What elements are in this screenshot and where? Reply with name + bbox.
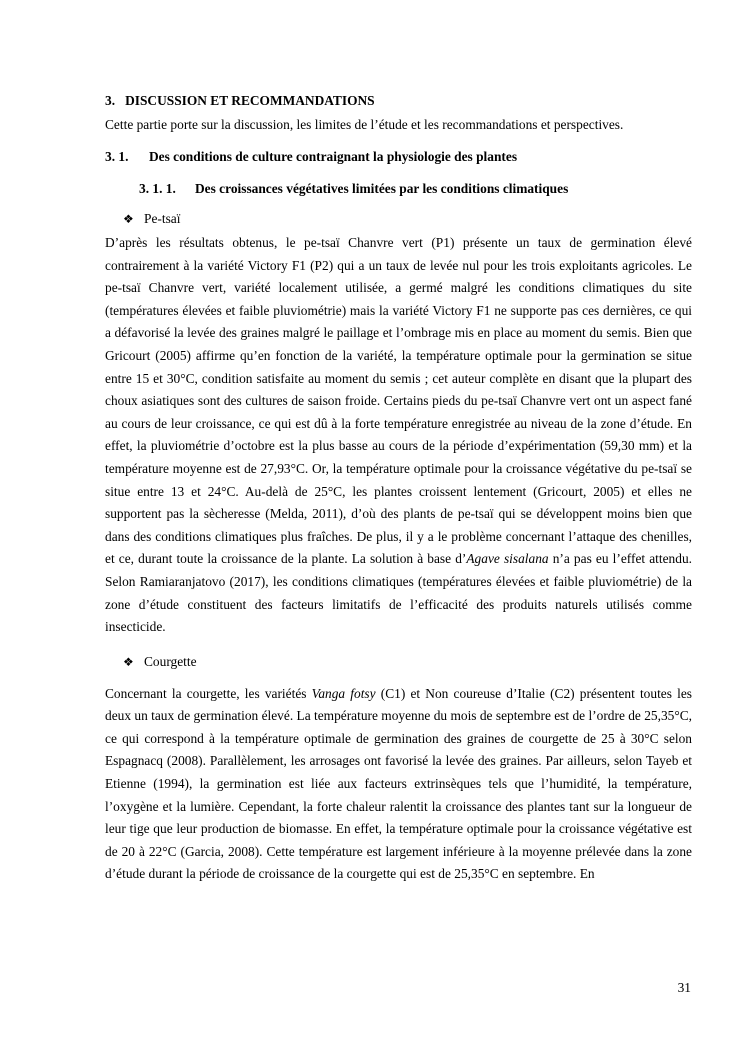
subsection-number: 3. 1. — [105, 149, 129, 164]
page-number: 31 — [677, 980, 691, 995]
section-intro: Cette partie porte sur la discussion, les limites de l’étude et les recommandations et perspectives. — [105, 117, 624, 132]
subsubsection-title: Des croissances végétatives limitées par les conditions climatiques — [195, 181, 569, 196]
bullet-petsai — [105, 210, 692, 228]
subsubsection-number: 3. 1. 1. — [139, 181, 176, 196]
diamond-bullet-icon: ❖ — [123, 212, 134, 226]
section-title: DISCUSSION ET RECOMMANDATIONS — [125, 93, 375, 108]
diamond-bullet-icon: ❖ — [123, 654, 134, 669]
section-heading — [105, 92, 692, 110]
paragraph-text: D’après les résultats obtenus, le pe-tsaï Chanvre vert (P1) présente un taux de germination élevé contrairement à la variété Victory F1 (P2) qui a un taux de levée nul pour les trois exploitants agricoles. Le pe-tsaï Chanvre vert, variété localement utilisée, a germé malgré les conditions climatiques du site (températures élevées et faible pluviométrie) mais la variété Victory F1 ne supporte pas ces dernières, ce qui a défavorisé la levée des graines malgré le paillage et l’ombrage mis en place au moment du semis. Bien que Gricourt (2005) affirme qu’en fonction de la variété, la température optimale pour la germination se situe entre 15 et 30°C, condition satisfaite au moment du semis ; cet auteur complète en disant que la plupart des choux asiatiques sont des cultures de saison froide. Certains pieds du pe-tsaï Chanvre vert ont un aspect fané au cours de leur croissance, ce qui est dû à la forte température enregistrée au niveau de la zone d’étude. En effet, la pluviométrie d’octobre est la plus basse au cours de la période d’expérimentation (59,30 mm) et la température moyenne est de 27,93°C. Or, la température optimale pour la croissance végétative du pe-tsaï se situe entre 13 et 24°C. Au-delà de 25°C, les plantes croissent lentement (Gricourt, 2005) et elles ne supportent pas la sècheresse (Melda, 2011), d’où des plants de pe-tsaï qui se développent moins bien que dans des conditions climatiques plus fraîches. De plus, il y a le problème concernant l’attaque des chenilles, et ce, durant toute la croissance de la plante. La solution à base d’ — [105, 235, 692, 567]
paragraph-text: (C1) et Non coureuse d’Italie (C2) présentent toutes les deux un taux de germination élevé. La température moyenne du mois de septembre est de l’ordre de 25,35°C, ce qui correspond à la température optimale de germination des graines de courgette de 25 à 30°C selon Espagnacq (2008). Parallèlement, les arrosages ont favorisé la levée des graines. Par ailleurs, selon Tayeb et Etienne (1994), la germination est liée aux facteurs extrinsèques tels que l’humidité, la température, l’oxygène et la lumière. Cependant, la forte chaleur ralentit la croissance des plantes tant sur la longueur de leur tige que leur production de biomasse. En effet, la température optimale pour la croissance végétative est de 20 à 22°C (Garcia, 2008). Cette température est largement inférieure à la moyenne prélevée dans la zone d’étude durant la période de croissance de la courgette qui est de 25,35°C en septembre. En — [105, 685, 692, 882]
subsection-title: Des conditions de culture contraignant la physiologie des plantes — [149, 149, 518, 164]
document-page — [105, 92, 692, 886]
bullet-label: Pe-tsaï — [144, 211, 181, 226]
bullet-courgette — [105, 653, 692, 671]
species-name: Agave sisalana — [466, 551, 549, 567]
subsection-heading — [105, 148, 692, 166]
paragraph-text: n’a pas eu l’effet attendu. Selon Ramiaranjatovo (2017), les conditions climatiques (températures élevées et faible pluviométrie) de la zone d’étude constituent des facteurs limitatifs de l’efficacité des produits naturels utilisés comme insecticide. — [105, 551, 692, 635]
paragraph-petsai — [105, 232, 692, 639]
subsubsection-heading — [139, 180, 692, 198]
paragraph-text: Concernant la courgette, les variétés — [105, 685, 312, 701]
variety-name: Vanga fotsy — [311, 685, 376, 701]
section-number: 3. — [105, 93, 116, 108]
bullet-label: Courgette — [144, 653, 197, 669]
paragraph-courgette — [105, 683, 692, 886]
